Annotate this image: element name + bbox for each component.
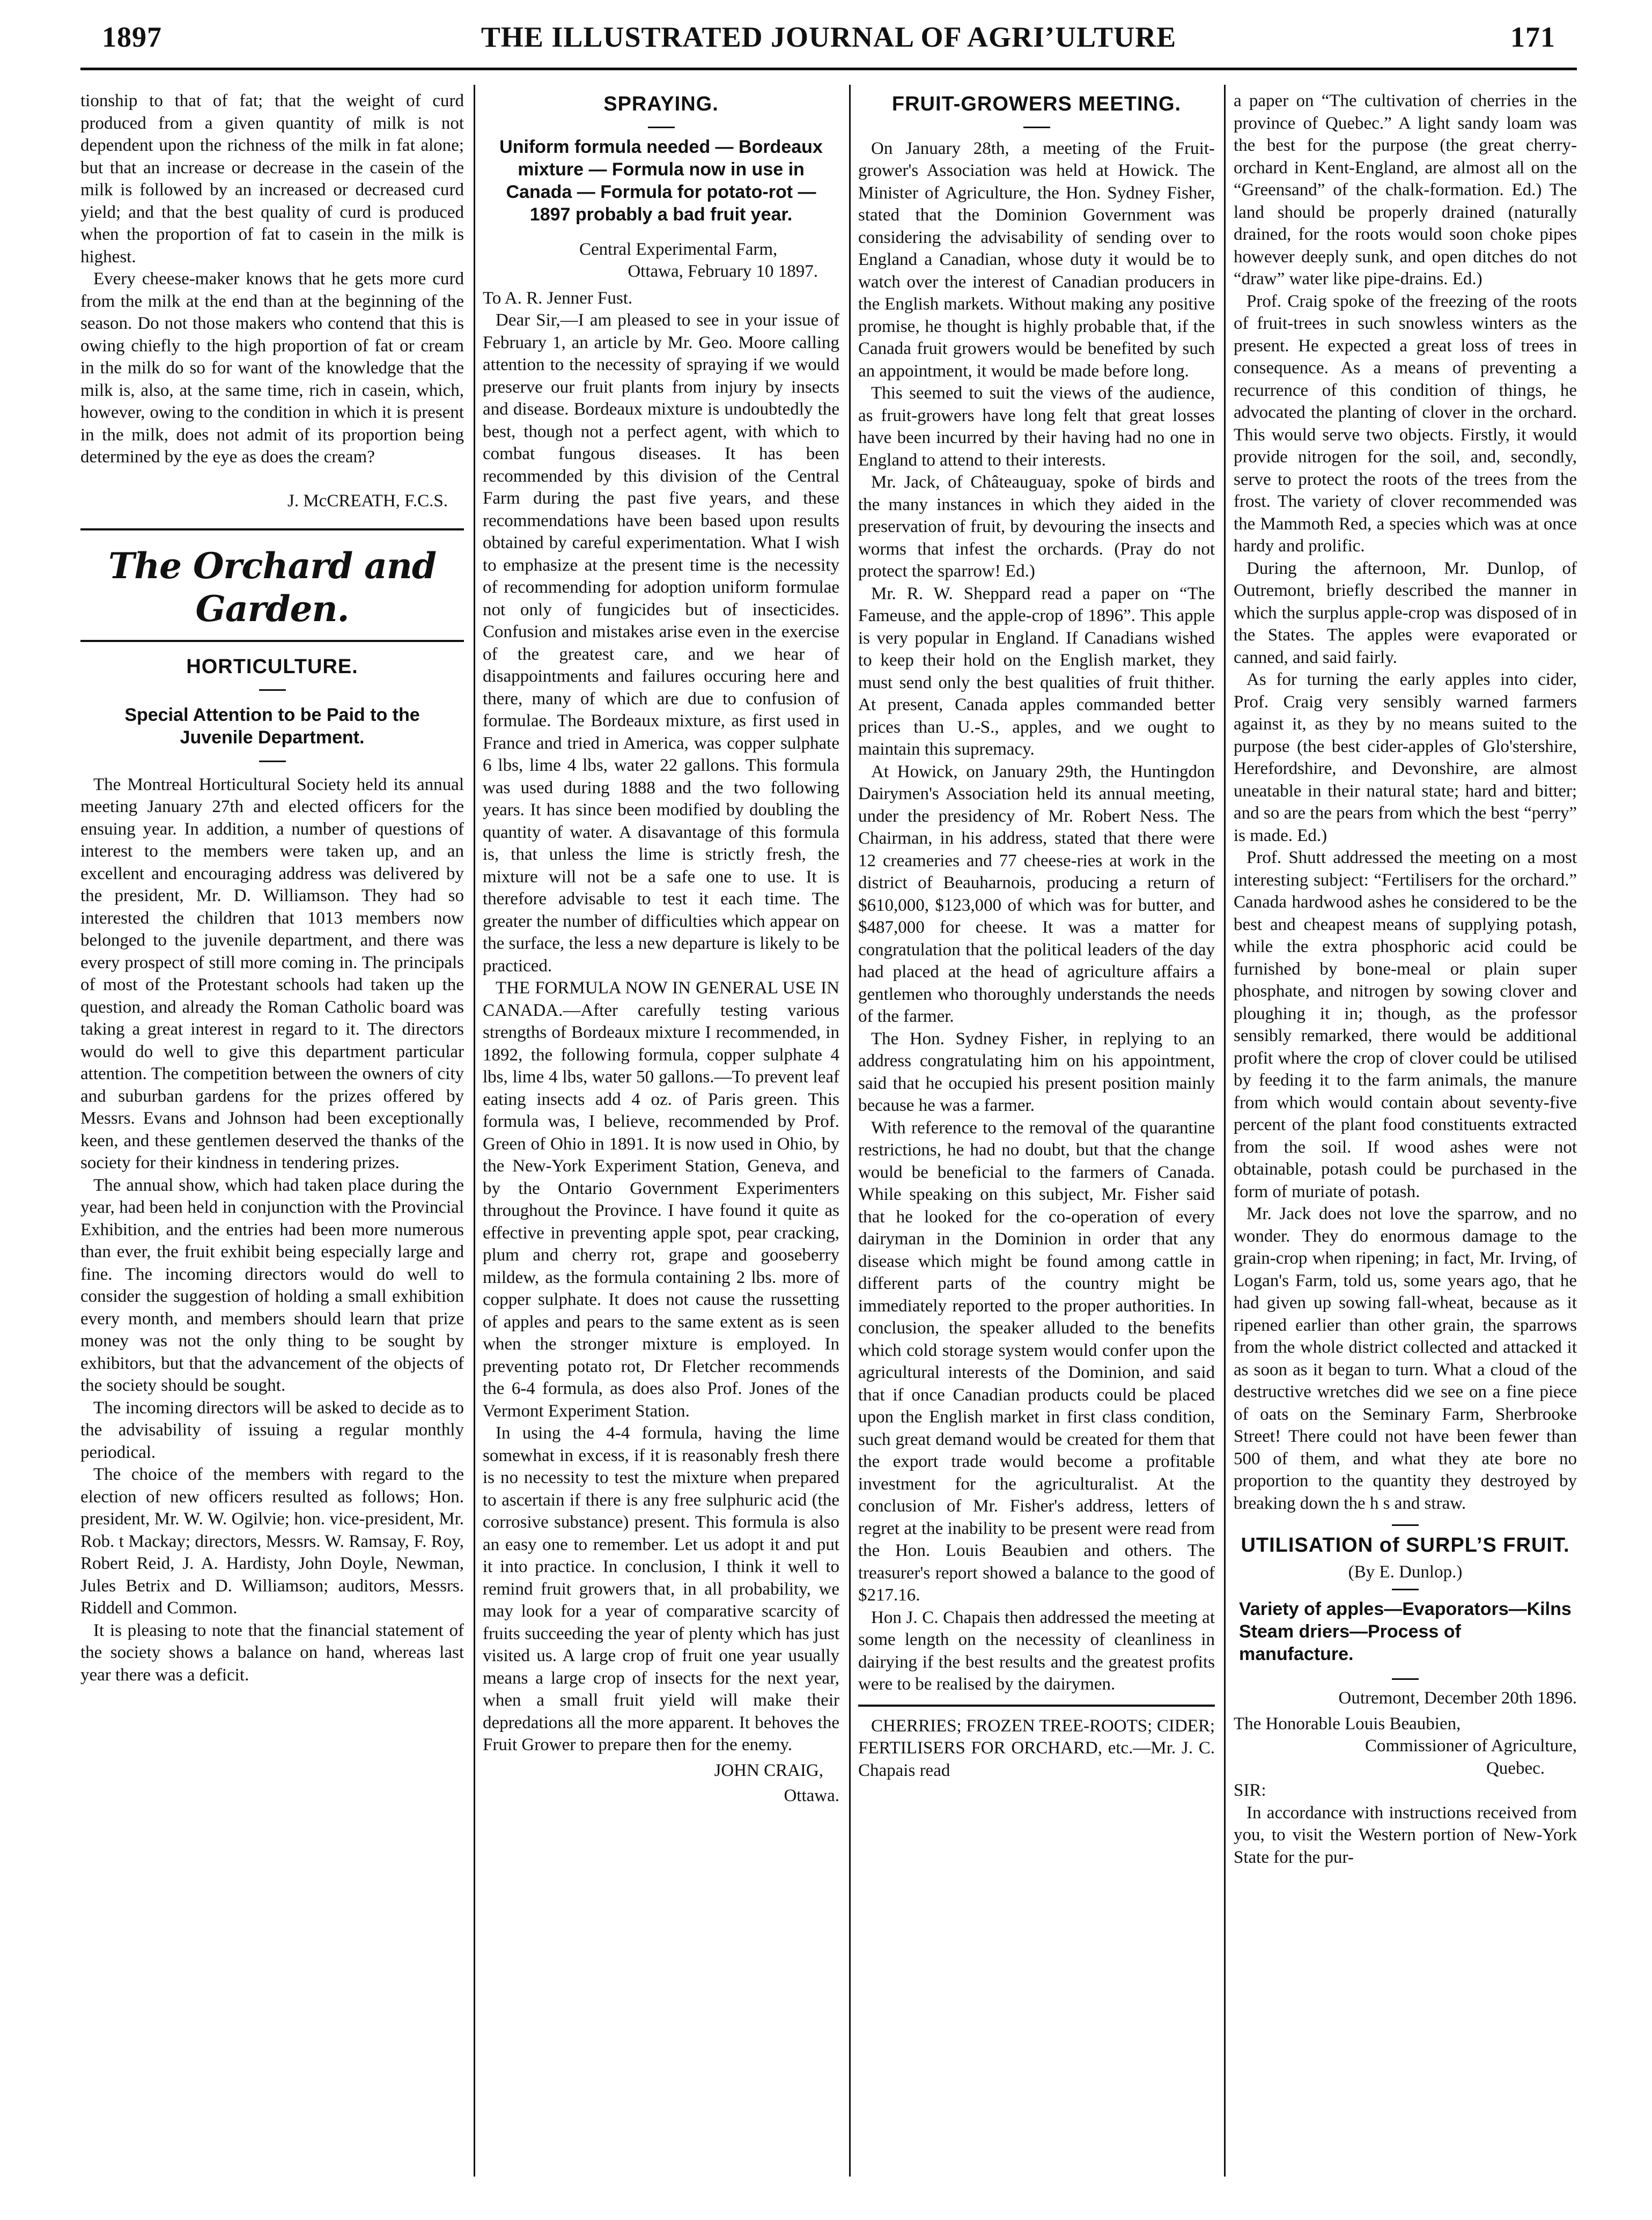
paragraph: The Montreal Horticultural Society held its annual meeting January 27th and elected officers for the ensuing year. In addition, a number of questions of interest to the members were taken up, and an excellent and encouraging address was delivered by the president, Mr. D. Williamson. They had so interested the children that 1013 members now belonged to the juvenile department, and there was every prospect of still more coming in. The principals of most of the Protestant schools had taken up the question, and already the Roman Catholic board was taking a great interest in regard to it. The directors would do well to give this department particular attention. The competition between the owners of city and suburban gardens for the prizes offered by Messrs. Evans and Johnson had been exceptionally keen, and these gentlemen deserved the thanks of the society for their kindness in tendering prizes. <box>80 775 464 1172</box>
dateline: Outremont, December 20th 1896. <box>1338 1688 1577 1708</box>
signature: JOHN CRAIG, <box>714 1760 823 1780</box>
signature: J. McCREATH, F.C.S. <box>287 491 448 511</box>
header-journal-title: THE ILLUSTRATED JOURNAL OF AGRI’ULTURE <box>481 21 1177 53</box>
divider-dash <box>1392 1589 1419 1590</box>
subheading: Special Attention to be Paid to the Juvenile Department. <box>124 704 420 748</box>
paragraph: This seemed to suit the views of the audience, as fruit-growers have long felt that great losses have been incurred by their having had no one in England to attend to their interests. <box>858 383 1215 470</box>
paragraph: The Hon. Sydney Fisher, in replying to an address congratulating him on his appointment, said that he occupied his present position mainly because he was a farmer. <box>858 1029 1215 1115</box>
addressee: To A. R. Jenner Fust. <box>483 288 633 308</box>
paragraph: Prof. Craig spoke of the freezing of the roots of fruit-trees in such snowless winters as the present. He expected a great loss of trees in consequence. As a means of preventing a recurrence of this condition of things, he advocated the planting of clover in the orchard. This would serve two objects. Firstly, it would provide nitrogen for the soil, and, secondly, serve to protect the roots of the trees from the frost. The variety of clover recommended was the Mammoth Red, a species which was at once hardy and prolific. <box>1234 291 1577 556</box>
byline: (By E. Dunlop.) <box>1348 1562 1463 1582</box>
paragraph: Mr. Jack, of Châteauguay, spoke of birds and the many instances in which they aided in the preservation of fruit, by devouring the insects and worms that infest the orchards. (Pray do not protect the sparrow! Ed.) <box>858 473 1215 581</box>
paragraph: The choice of the members with regard to the election of new officers resulted as follows; Hon. president, Mr. W. W. Ogilvie; hon. vice-president, Mr. Rob. t Mackay; directors, Messrs. W. Ramsay, F. Roy, Robert Reid, J. A. Hardisty, John Doyle, Newman, Jules Betrix and D. Williamson; auditors, Messrs. Riddell and Common. <box>80 1465 464 1618</box>
subheading: Uniform formula needed — Bordeaux mixture — Formula now in use in Canada — Formula for potato-rot — 1897 probably a bad fruit year. <box>499 136 823 225</box>
section-rule <box>858 1705 1215 1707</box>
divider-dash <box>1392 1678 1419 1680</box>
heading: UTILISATION of SURPL’S FRUIT. <box>1241 1534 1570 1557</box>
column-divider <box>474 85 475 2177</box>
subheading: Variety of apples—Evaporators—Kilns Steam driers—Process of manufacture. <box>1239 1599 1572 1664</box>
section-title: The Orchard and Garden. <box>108 545 437 630</box>
column-2 <box>483 90 839 2171</box>
dateline: Ottawa, February 10 1897. <box>628 262 818 281</box>
paragraph: THE FORMULA NOW IN GENERAL USE IN CANADA.—After carefully testing various strengths of Bordeaux mixture I recommended, in 1892, the following formula, copper sulphate 4 lbs, lime 4 lbs, water 50 gallons.—To prevent leaf eating insects add 4 oz. of Paris green. This formula was, I believe, recommended by Prof. Green of Ohio in 1891. It is now used in Ohio, by the New-York Experiment Station, Geneva, and by the Ontario Government Experimenters throughout the Province. I have found it quite as effective in preventing apple spot, pear cracking, plum and cherry rot, grape and gooseberry mildew, as the formula containing 2 lbs. more of copper sulphate. It does not cause the russetting of apples and pears to the same extent as is seen when the stronger mixture is employed. In preventing potato rot, Dr Fletcher recommends the 6-4 formula, as does also Prof. Jones of the Vermont Experiment Station. <box>483 978 839 1421</box>
paragraph: a paper on “The cultivation of cherries in the province of Quebec.” A light sandy loam was the best for the purpose (the great cherry-orchard in Kent-England, are almost all on the “Greensand” of the chalk-formation. Ed.) The land should be properly drained (naturally drained, for the roots would soon choke pipes however deeply sunk, and open ditches do not “draw” water like pipe-drains. Ed.) <box>1234 91 1577 289</box>
paragraph: Prof. Shutt addressed the meeting on a most interesting subject: “Fertilisers for the orchard.” Canada hardwood ashes he considered to be the best and cheapest means of supplying potash, while the extra phosphoric acid could be furnished by bone-meal or plain super phosphate, and nitrogen by sowing clover and ploughing it in; though, as the professor sensibly remarked, there would be additional profit where the crop of clover could be utilised by feeding it to the farm animals, the manure from which would contain about seventy-five percent of the plant food constituents extracted from the soil. If wood ashes were not obtainable, potash could be purchased in the form of muriate of potash. <box>1234 848 1577 1201</box>
paragraph: CHERRIES; FROZEN TREE-ROOTS; CIDER; FERTILISERS FOR ORCHARD, etc.—Mr. J. C. Chapais read <box>858 1716 1215 1780</box>
signature-place: Ottawa. <box>784 1786 839 1805</box>
paragraph: Mr. R. W. Sheppard read a paper on “The Fameuse, and the apple-crop of 1896”. This apple is very popular in England. If Canadians wished to keep their hold on the English market, they must send only the best qualities of fruit thither. At present, Canada apples commanded better prices than U.-S., apples, and we ought to maintain this supremacy. <box>858 584 1215 759</box>
header-year: 1897 <box>102 21 162 53</box>
column-4 <box>1234 90 1577 2171</box>
paragraph: The incoming directors will be asked to decide as to the advisability of issuing a regular monthly periodical. <box>80 1398 464 1462</box>
divider-dash <box>259 761 286 762</box>
paragraph: With reference to the removal of the quarantine restrictions, he had no doubt, but that the change would be beneficial to the farmers of Canada. While speaking on this subject, Mr. Fisher said that he looked for the co-operation of every dairyman in the Dominion in order that any disease which might be found among cattle in different parts of the country might be immediately reported to the proper authorities. In conclusion, the speaker alluded to the benefits which cold storage system would confer upon the agricultural interests of the Dominion, and said that if once Canadian products could be placed upon the English market in first class condition, such great demand would be created for them that the export trade would become a profitable investment for the agriculturalist. At the conclusion of Mr. Fisher's address, letters of regret at the inability to be present were read from the Hon. Louis Beaubien and others. The treasurer's report showed a balance to the good of $217.16. <box>858 1118 1215 1605</box>
column-3 <box>858 90 1215 2171</box>
divider-dash <box>1392 1524 1419 1526</box>
section-rule <box>80 640 464 642</box>
section-rule <box>80 528 464 530</box>
divider-dash <box>648 127 675 128</box>
column-divider <box>849 85 851 2177</box>
paragraph: Mr. Jack does not love the sparrow, and no wonder. They do enormous damage to the grain-crop when ripening; in fact, Mr. Irving, of Logan's Farm, told us, some years ago, that he had given up sowing fall-wheat, because as it ripened earlier than other grain, the sparrows from the whole district collected and attacked it as soon as it began to turn. What a cloud of the destructive wretches did we see on a fine piece of oats on the Seminary Farm, Sherbrooke Street! There could not have been fewer than 500 of them, and what they ate bore no proportion to the quantity they destroyed by breaking down the h s and straw. <box>1234 1204 1577 1513</box>
header-page-number: 171 <box>1510 21 1555 53</box>
divider-dash <box>1023 127 1050 128</box>
addressee: The Honorable Louis Beaubien, <box>1234 1714 1461 1734</box>
paragraph: In accordance with instructions received from you, to visit the Western portion of New-York State for the pur- <box>1234 1803 1577 1867</box>
paragraph: During the afternoon, Mr. Dunlop, of Outremont, briefly described the manner in which the surplus apple-crop was disposed of in the States. The apples were evaporated or canned, and said fairly. <box>1234 558 1577 667</box>
header-rule <box>80 68 1577 70</box>
paragraph: tionship to that of fat; that the weight of curd produced from a given quantity of milk is not dependent upon the richness of the milk in fat alone; but that an increase or decrease in the casein of the milk is followed by an increased or decreased curd yield; and that the best quality of curd is produced when the proportion of fat to casein in the milk is highest. <box>80 91 464 267</box>
paragraph: As for turning the early apples into cider, Prof. Craig very sensibly warned farmers against it, as they by no means suited to the purpose (the best cider-apples of Glo'stershire, Herefordshire, and Devonshire, are almost uneatable in their natural state; hard and bitter; and so are the pears from which the best “perry” is made. Ed.) <box>1234 670 1577 845</box>
heading: SPRAYING. <box>603 93 719 115</box>
paragraph: Hon J. C. Chapais then addressed the meeting at some length on the necessity of cleanliness in dairying if the best results and the greatest profits were to be realised by the dairymen. <box>858 1607 1215 1694</box>
paragraph: The annual show, which had taken place during the year, had been held in conjunction with the Provincial Exhibition, and the entries had been more numerous than ever, the fruit exhibit being especially large and fine. The incoming directors would do well to consider the suggestion of holding a small exhibition every month, and members should learn that prize money was not the only thing to be sought by exhibitors, but that the advancement of the objects of the society should be sought. <box>80 1175 464 1395</box>
column-divider <box>1224 85 1226 2177</box>
heading: FRUIT-GROWERS MEETING. <box>891 93 1182 115</box>
paragraph: On January 28th, a meeting of the Fruit-grower's Association was held at Howick. The Minister of Agriculture, the Hon. Sydney Fisher, stated that the Dominion Government was considering the advisability of sending over to England a Canadian, whose duty it would be to watch over the interest of Canadian producers in the English markets. Without making any positive promise, he thought is highly probable that, if the Canada fruit growers would be benefited by such an appointment, it would be made before long. <box>858 138 1215 381</box>
paragraph: At Howick, on January 29th, the Huntingdon Dairymen's Association held its annual meeting, under the presidency of Mr. Robert Ness. The Chairman, in his address, stated that there were 12 creameries and 77 cheese-ries at work in the district of Beauharnois, producing a return of $610,000, $123,000 of which was for butter, and $487,000 for cheese. It was a matter for congratulation that the political leaders of the day had placed at the head of agriculture affairs a gentlemen who thoroughly understands the needs of the farmer. <box>858 762 1215 1026</box>
dateline: Central Experimental Farm, <box>579 239 778 259</box>
heading: HORTICULTURE. <box>186 655 358 678</box>
addressee: Commissioner of Agriculture, <box>1365 1736 1577 1756</box>
paragraph: Dear Sir,—I am pleased to see in your issue of February 1, an article by Mr. Geo. Moore calling attention to the necessity of spraying if we would preserve our fruit plants from injury by insects and disease. Bordeaux mixture is undoubtedly the best, though not a perfect agent, with which to combat fungous diseases. It has been recommended by this division of the Central Farm during the past five years, and these recommendations have been based upon results obtained by careful experimentation. What I wish to emphasize at the present time is the necessity of recommending for adoption uniform formulae not only of fungicides but of insecticides. Confusion and mistakes arise even in the exercise of the greatest care, and we hear of disappointments and failures occuring here and there, many of which are due to confusion of formulae. The Bordeaux mixture, as first used in France and tried in America, was copper sulphate 6 lbs, lime 4 lbs, water 22 gallons. This formula was used during 1888 and the two following years. It has since been modified by doubling the quantity of water. A disavantage of this formula is, that unless the lime is strictly fresh, the mixture will not be a safe one to use. It is therefore advisable to test it each time. The greater the number of difficulties which appear on the surface, the less a new departure is likely to be practiced. <box>483 311 839 976</box>
salutation: SIR: <box>1234 1781 1266 1800</box>
column-1 <box>80 90 464 2171</box>
addressee: Quebec. <box>1486 1758 1545 1778</box>
paragraph: Every cheese-maker knows that he gets more curd from the milk at the end than at the beginning of the season. Do not those makers who contend that this is owing chiefly to the high proportion of fat or cream in the milk do so for want of the knowledge that the milk is, also, at the same time, rich in casein, which, however, owing to the condition in which it is present in the milk, does not admit of its proportion being determined by the eye as does the cream? <box>80 269 464 467</box>
paragraph: In using the 4-4 formula, having the lime somewhat in excess, if it is reasonably fresh there is no necessity to test the mixture when prepared to ascertain if there is any free sulphuric acid (the corrosive substance) present. This formula is also an easy one to remember. Let us adopt it and put it into practice. In conclusion, I think it well to remind fruit growers that, in all probability, we may look for a year of comparative scarcity of fruits succeeding the year of plenty which has just visited us. A large crop of fruit one year usually means a large crop of insects for the next year, when a small fruit yield will make their depredations all the more apparent. It behoves the Fruit Grower to prepare then for the enemy. <box>483 1424 839 1754</box>
paragraph: It is pleasing to note that the financial statement of the society shows a balance on hand, whereas last year there was a deficit. <box>80 1620 464 1685</box>
page-header <box>80 18 1577 61</box>
divider-dash <box>259 689 286 691</box>
